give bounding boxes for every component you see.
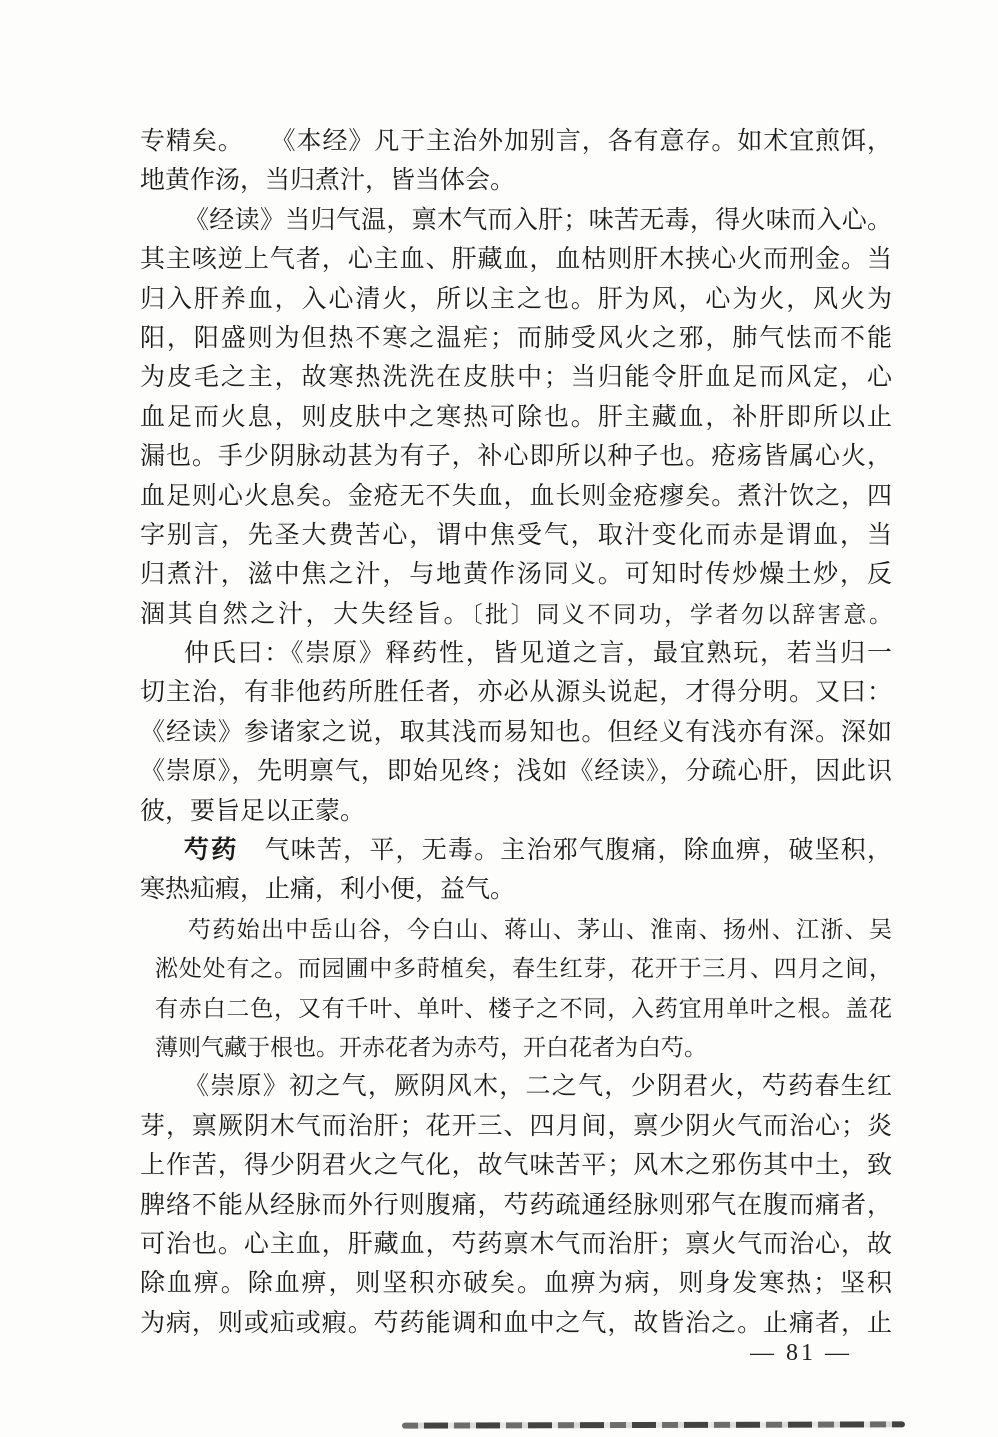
text-segment: 淞处处有之。而园圃中多莳植矣，春生红芽，花开于三月、四月之间， [155, 956, 892, 982]
text-segment: 血足而火息，则皮肤中之寒热可除也。肝主藏血，补肝即所以止 [140, 403, 892, 431]
text-segment: 仲氏曰：《崇原》释药性，皆见道之言，最宜熟玩，若当归一 [184, 640, 892, 668]
text-segment: 涸其自然之汁，大失经旨。 [140, 600, 472, 628]
text-line [140, 1107, 892, 1146]
text-line [140, 1225, 892, 1264]
text-line [140, 634, 892, 673]
text-segment: 彼，要旨足以正蒙。 [140, 797, 366, 825]
text-line [140, 870, 892, 909]
text-segment: 血足则心火息矣。金疮无不失血，血长则金疮瘳矣。煮汁饮之，四 [140, 482, 892, 510]
text-segment: 芽，禀厥阴木气而治肝；花开三、四月间，禀少阴火气而治心；炎 [140, 1112, 892, 1140]
text-segment: 漏也。手少阴脉动甚为有子，补心即所以种子也。疮疡皆属心火， [140, 443, 892, 471]
text-line [140, 201, 892, 240]
text-segment: 《经读》参诸家之说，取其浅而易知也。但经义有浅亦有深。深如 [140, 718, 892, 746]
text-segment: 归入肝养血，入心清火，所以主之也。肝为风，心为火，风火为 [140, 285, 892, 313]
text-line [140, 910, 892, 949]
inline-note: 〔批〕同义不同功，学者勿以辞害意。 [471, 601, 892, 627]
text-line [140, 713, 892, 752]
text-segment: 为病，则或疝或瘕。芍药能调和血中之气，故皆治之。止痛者，止 [140, 1309, 892, 1337]
text-segment: 《崇原》，先明禀气，即始见终；浅如《经读》，分疏心肝，因此识 [140, 758, 892, 786]
text-line [140, 516, 892, 555]
text-segment: 气味苦，平，无毒。主治邪气腹痛，除血痹，破坚积， [238, 837, 892, 865]
text-line [140, 398, 892, 437]
text-segment: 芍药始出中岳山谷，今白山、蒋山、茅山、淮南、扬州、江浙、吴 [188, 916, 892, 942]
text-segment: 除血痹。除血痹，则坚积亦破矣。血痹为病，则身发寒热；坚积 [140, 1270, 892, 1298]
text-segment: 有赤白二色，又有千叶、单叶、楼子之不同，入药宜用单叶之根。盖花 [155, 995, 892, 1021]
text-segment: 字别言，先圣大费苦心，谓中焦受气，取汁变化而赤是谓血，当 [140, 521, 892, 549]
text-line [140, 358, 892, 397]
text-segment: 可治也。心主血，肝藏血，芍药禀木气而治肝；禀火气而治心，故 [140, 1230, 892, 1258]
text-line [140, 1028, 892, 1067]
text-line [140, 949, 892, 988]
entry-header: 芍药 [184, 837, 239, 865]
text-segment: 薄则气藏于根也。开赤花者为赤芍，开白花者为白芍。 [155, 1034, 707, 1060]
scan-artifact [402, 1421, 905, 1428]
text-segment: 切主治，有非他药所胜任者，亦必从源头说起，才得分明。又曰： [140, 679, 892, 707]
text-segment: 归煮汁，滋中焦之汁，与地黄作汤同义。可知时传炒燥土炒，反 [140, 561, 892, 589]
text-segment: 其主咳逆上气者，心主血、肝藏血，血枯则肝木挟心火而刑金。当 [140, 246, 892, 274]
text-line [140, 280, 892, 319]
text-segment: 寒热疝瘕，止痛，利小便，益气。 [140, 876, 516, 904]
text-segment: 地黄作汤，当归煮汁，皆当体会。 [140, 167, 516, 195]
text-segment: 《经读》当归气温，禀木气而入肝；味苦无毒，得火味而入心。 [184, 206, 892, 234]
text-line [140, 752, 892, 791]
text-line [140, 792, 892, 831]
text-line [140, 831, 892, 870]
text-line [140, 595, 892, 634]
text-line [140, 122, 892, 161]
text-segment: 上作苦，得少阴君火之气化，故气味苦平；风木之邪伤其中土，致 [140, 1152, 892, 1180]
text-line [140, 673, 892, 712]
text-line [140, 989, 892, 1028]
text-segment: 阳，阳盛则为但热不寒之温疟；而肺受风火之邪，肺气怯而不能 [140, 324, 892, 352]
text-line [140, 1067, 892, 1106]
text-line [140, 437, 892, 476]
text-line [140, 319, 892, 358]
text-line [140, 1146, 892, 1185]
text-segment: 专精矣。 《本经》凡于主治外加别言，各有意存。如术宜煎饵， [140, 128, 892, 155]
text-line [140, 240, 892, 279]
text-segment: 《崇原》初之气，厥阴风木，二之气，少阴君火，芍药春生红 [184, 1073, 892, 1101]
text-line [140, 477, 892, 516]
text-line [140, 555, 892, 594]
text-line [140, 1264, 892, 1303]
text-block [140, 122, 892, 1343]
text-line [140, 1186, 892, 1225]
text-line [140, 1304, 892, 1343]
text-segment: 脾络不能从经脉而外行则腹痛，芍药疏通经脉则邪气在腹而痛者， [140, 1191, 892, 1219]
text-segment: 为皮毛之主，故寒热洗洗在皮肤中；当归能令肝血足而风定，心 [140, 364, 892, 392]
text-line [140, 161, 892, 200]
page-number: — 81 — [750, 1340, 852, 1366]
